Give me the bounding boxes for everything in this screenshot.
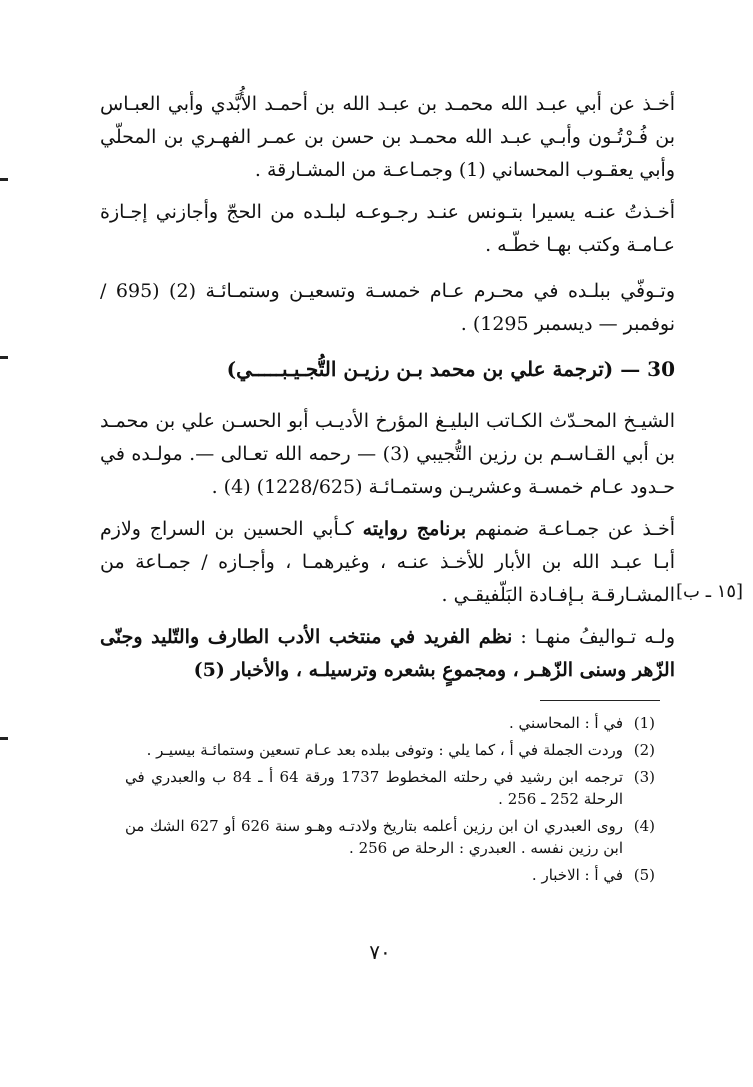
footnote	[125, 739, 655, 761]
footnote-number: (2)	[633, 741, 655, 759]
paragraph-author-note: أخـذتُ عنـه يسيرا بتـونس عنـد رجـوعـه لبلـده من الحجّ وأجازني إجـازة عـامـة وكتب بهـا خطّـه .	[100, 201, 675, 256]
footnote-number: (3)	[633, 768, 655, 786]
footnotes	[125, 712, 655, 891]
studies-text-start: أخـذ عن جمـاعـة ضمنهم	[466, 518, 675, 540]
footnote-divider	[540, 700, 660, 701]
footnote	[125, 766, 655, 810]
works-lead: ولـه تـواليفُ منهـا :	[512, 626, 675, 648]
page-number: ٧٠	[369, 940, 391, 964]
footnote	[125, 864, 655, 886]
footnote-number: (1)	[633, 714, 655, 732]
works-titles: نظم الفريد في منتخب الأدب الطارف والتّليد وجنّى الزّهر وسنى الزّهـر ، ومجموعٍ بشعره وترسيلـه ، والأخبار (5)	[100, 626, 675, 681]
binding-mark	[0, 178, 8, 181]
binding-mark	[0, 737, 8, 740]
footnote-text: روى العبدري ان ابن رزين أعلمه بتاريخ ولادتـه وهـو سنة 626 أو 627 الشك من ابن رزين نفسه . العبدري : الرحلة ص 256 .	[125, 817, 624, 857]
paragraph-works	[100, 621, 675, 687]
section-heading: 30 — (ترجمة علي بن محمد بـن رزيـن التُّجـيـبـــــي)	[226, 357, 675, 381]
footnote-text: وردت الجملة في أ ، كما يلي : وتوفى ببلده بعد عـام تسعين وستمائـة بيسيـر .	[146, 741, 623, 759]
footnote-number: (5)	[633, 866, 655, 884]
folio-margin-note: [١٥ ـ ب]	[676, 581, 744, 602]
footnote	[125, 712, 655, 734]
footnote-text: في أ : الاخبار .	[531, 866, 623, 884]
footnote-text: في أ : المحاسني .	[509, 714, 623, 732]
footnote-text: ترجمه ابن رشيد في رحلته المخطوط 1737 ورقة 64 أ ـ 84 ب والعبدري في الرحلة 252 ـ 256 .	[125, 768, 623, 808]
paragraph-death: وتـوفّي ببلـده في محـرم عـام خمسـة وتسعيـن وستمـائـة (2) (695 / نوفمبر — ديسمبر 1295) .	[100, 280, 675, 335]
footnote-number: (4)	[633, 817, 655, 835]
paragraph-studies	[100, 513, 675, 612]
binding-mark	[0, 356, 8, 359]
studies-text-end: كـأبي الحسين بن السراج ولازم أبـا عبـد الله بن الأبار للأخـذ عنـه ، وغيرهمـا ، وأجـازه / جمـاعة من المشـارقـة بـإفـادة البَلّفيقـي .	[100, 518, 675, 606]
studies-bold-title: برنامج روايته	[362, 518, 467, 540]
paragraph-teachers: أخـذ عن أبي عبـد الله محمـد بن عبـد الله بن أحمـد الأُبَّدي وأبي العبـاس بن فُـرْتُـون وأبـي عبـد الله محمـد بن حسن بن عمـر الفهـري بن المحلّي وأبي يعقـوب المحساني (1) وجمـاعـة من المشـارقة .	[100, 93, 675, 181]
paragraph-biography: الشيـخ المحـدّث الكـاتب البليـغ المؤرخ الأديـب أبو الحسـن علي بن محمـد بن أبي القـاسـم بن رزين التُّجيبي (3) — رحمه الله تعـالى —. مولـده في حـدود عـام خمسـة وعشريـن وستمـائـة (1228/625) (4) .	[100, 410, 675, 498]
footnote	[125, 815, 655, 859]
